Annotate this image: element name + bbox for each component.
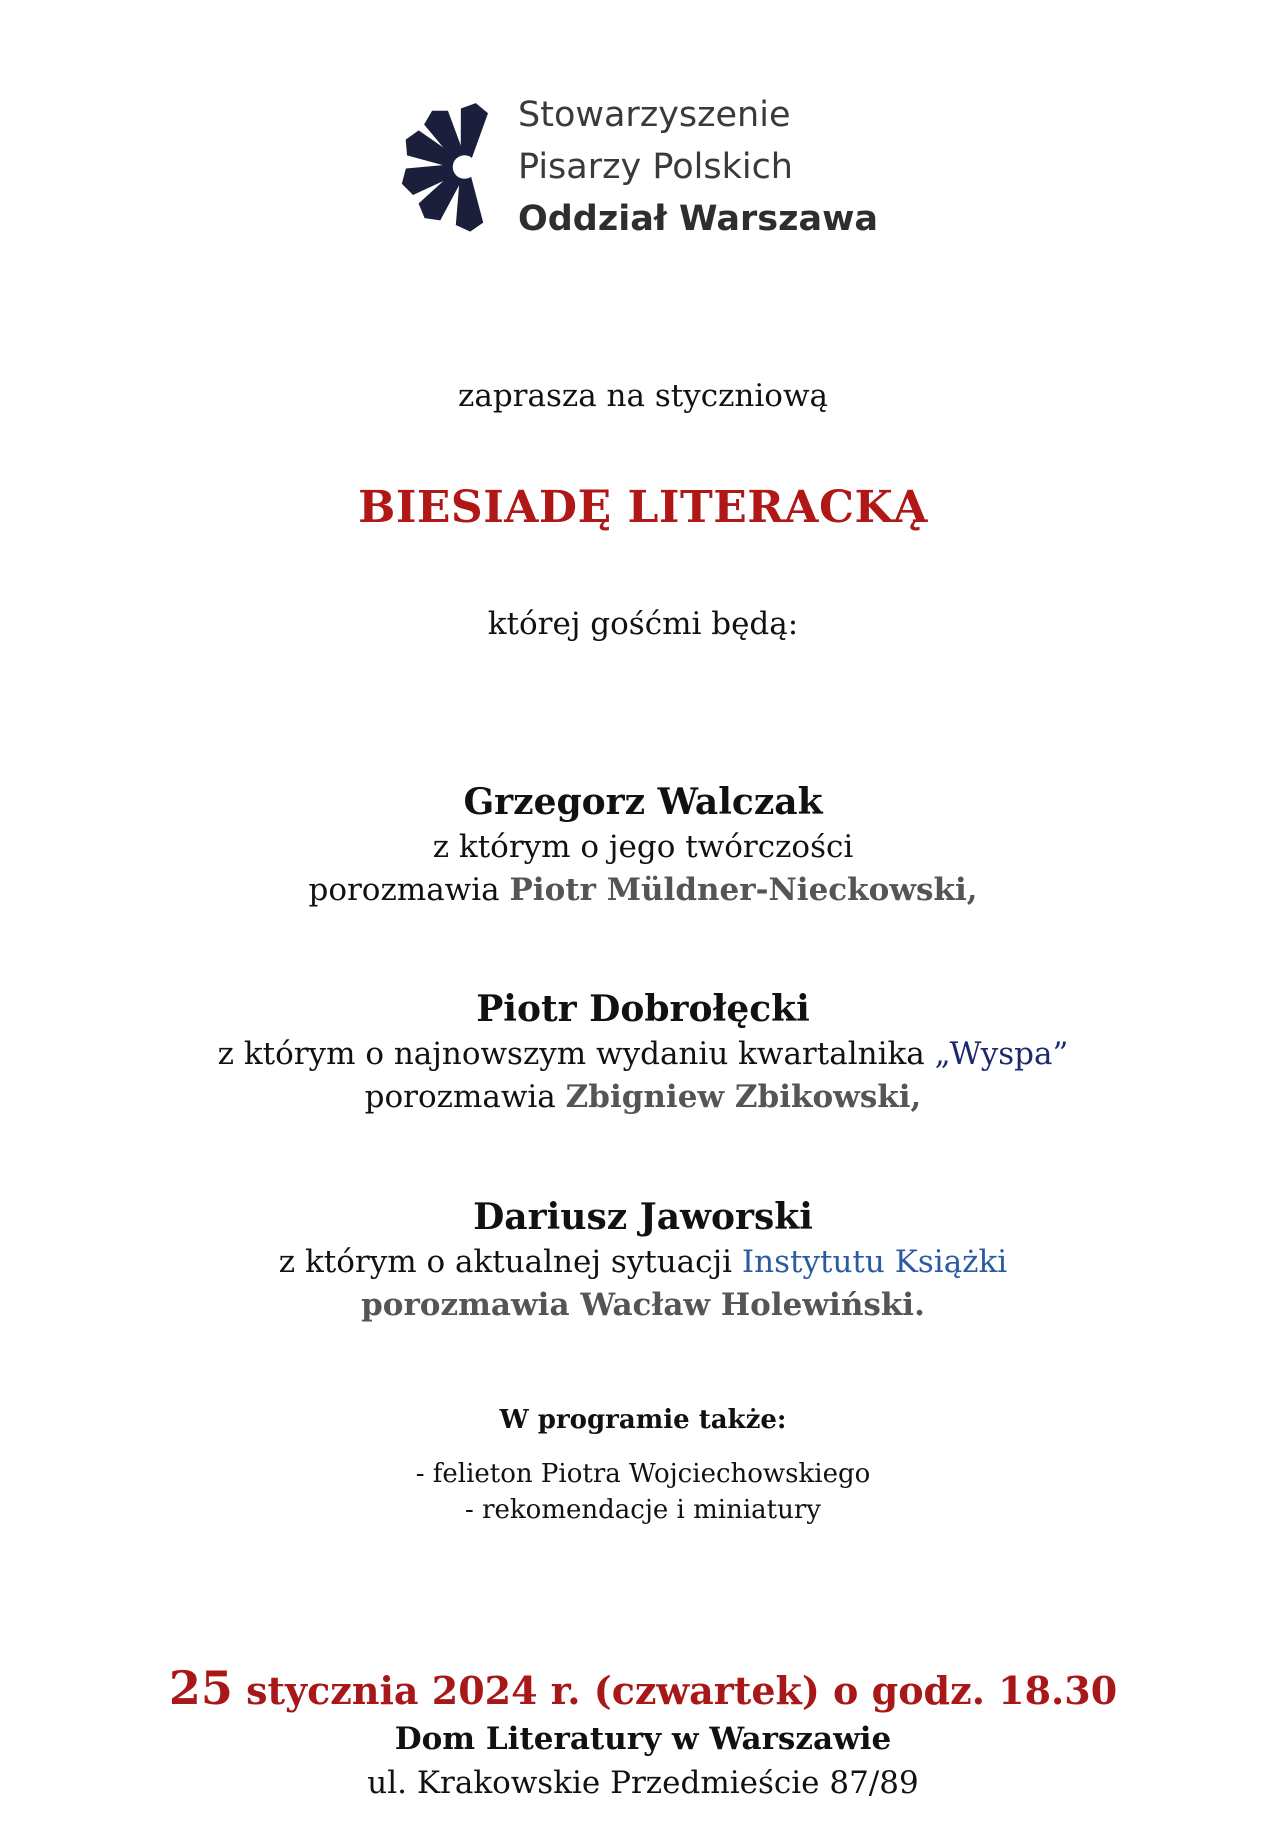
event-venue: Dom Literatury w Warszawie — [394, 1721, 892, 1757]
topic-highlight: „Wyspa” — [934, 1036, 1069, 1072]
guest-block-1 — [0, 778, 1286, 912]
event-day: 25 — [168, 1661, 233, 1715]
logo-line-3: Oddział Warszawa — [518, 199, 879, 239]
program-section — [0, 1402, 1286, 1528]
program-item: - rekomendacje i miniatury — [465, 1495, 821, 1525]
fountain-pen-nib-fan-icon — [378, 82, 496, 252]
event-address: ul. Krakowskie Przedmieście 87/89 — [367, 1765, 919, 1801]
guest-topic: z którym o jego twórczości — [432, 829, 854, 865]
host-name: Zbigniew Zbikowski, — [565, 1079, 922, 1115]
guests-intro: której gośćmi będą: — [487, 606, 799, 642]
intro-text: zaprasza na styczniową — [458, 378, 828, 414]
logo-line-1: Stowarzyszenie — [518, 95, 791, 135]
guest-host-line: porozmawia Wacław Holewiński. — [361, 1287, 925, 1323]
host-prefix: porozmawia — [308, 872, 500, 908]
topic-prefix: z którym o aktualnej sytuacji — [278, 1244, 733, 1280]
program-item: - felieton Piotra Wojciechowskiego — [415, 1459, 871, 1489]
event-info — [0, 1662, 1286, 1805]
host-name: Piotr Müldner-Nieckowski, — [509, 872, 978, 908]
guest-host-line — [0, 869, 1286, 912]
guest-name: Dariusz Jaworski — [473, 1196, 813, 1238]
event-date-rest: stycznia 2024 r. (czwartek) o godz. 18.30 — [246, 1668, 1118, 1713]
topic-prefix: z którym o najnowszym wydaniu kwartalnika — [217, 1036, 925, 1072]
headline: BIESIADĘ LITERACKĄ — [358, 482, 928, 533]
topic-highlight: Instytutu Książki — [741, 1244, 1008, 1280]
guest-topic — [0, 1033, 1286, 1076]
logo — [378, 82, 878, 252]
guest-block-3 — [0, 1193, 1286, 1327]
event-date — [0, 1662, 1286, 1717]
guest-name: Grzegorz Walczak — [463, 781, 823, 823]
guest-topic — [0, 1241, 1286, 1284]
host-prefix: porozmawia — [364, 1079, 556, 1115]
logo-line-2: Pisarzy Polskich — [518, 147, 793, 187]
logo-text — [518, 89, 878, 245]
guest-name: Piotr Dobrołęcki — [476, 988, 810, 1030]
guest-host-line — [0, 1076, 1286, 1119]
guest-block-2 — [0, 985, 1286, 1119]
program-title: W programie także: — [499, 1405, 787, 1435]
